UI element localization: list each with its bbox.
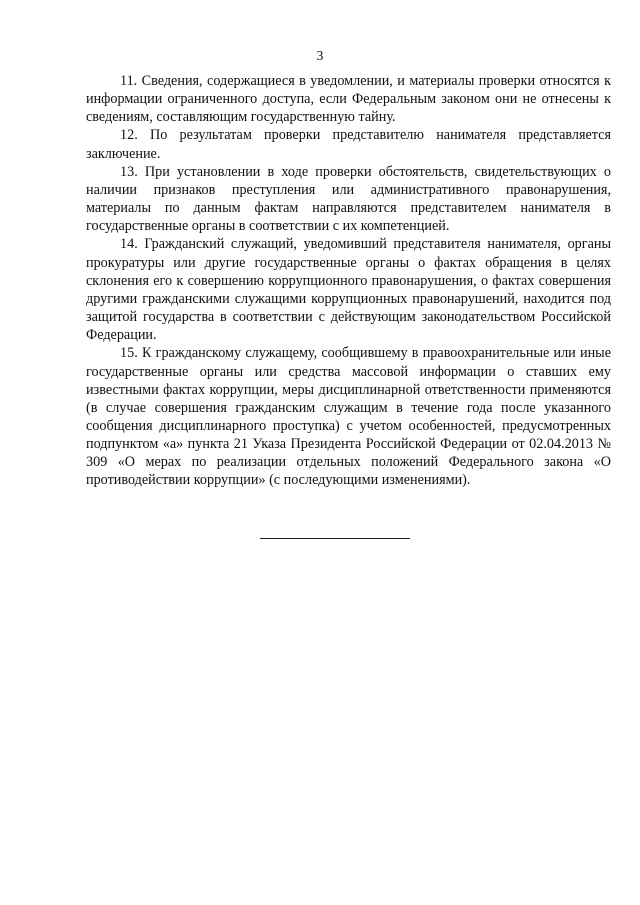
paragraph-12: 12. По результатам проверки представителю нанимателя представляется заключение.: [86, 127, 611, 162]
paragraph-14: 14. Гражданский служащий, уведомивший представителя нанимателя, органы прокуратуры или другие государственные органы о фактах обращения в целях склонения его к совершению коррупционного правонарушения, о фактах совершения другими гражданскими служащими коррупционных правонарушений, находится под защитой государства в соответствии с действующим законодательством Российской Федерации.: [86, 236, 611, 344]
page-number: 3: [316, 48, 324, 63]
paragraph-11: 11. Сведения, содержащиеся в уведомлении, и материалы проверки относятся к информации ограниченного доступа, если Федеральным законом они не отнесены к сведениям, составляющим государственную тайну.: [86, 73, 611, 126]
paragraph-13: 13. При установлении в ходе проверки обстоятельств, свидетельствующих о наличии признаков преступления или административного правонарушения, материалы по данным фактам направляются представителем нанимателя в государственные органы в соответствии с их компетенцией.: [86, 163, 611, 235]
paragraph-15: 15. К гражданскому служащему, сообщившему в правоохранительные или иные государственные органы или средства массовой информации о ставших ему известными фактах коррупции, меры дисциплинарной ответственности применяются (в случае совершения гражданским служащим в течение года после указанного сообщения дисциплинарного проступка) с учетом особенностей, предусмотренных подпунктом «а» пункта 21 Указа Президента Российской Федерации от 02.04.2013 № 309 «О мерах по реализации отдельных положений Федерального закона «О противодействии коррупции» (с последующими изменениями).: [86, 345, 611, 489]
closing-divider-line: [260, 538, 410, 539]
document-body: [86, 72, 611, 490]
